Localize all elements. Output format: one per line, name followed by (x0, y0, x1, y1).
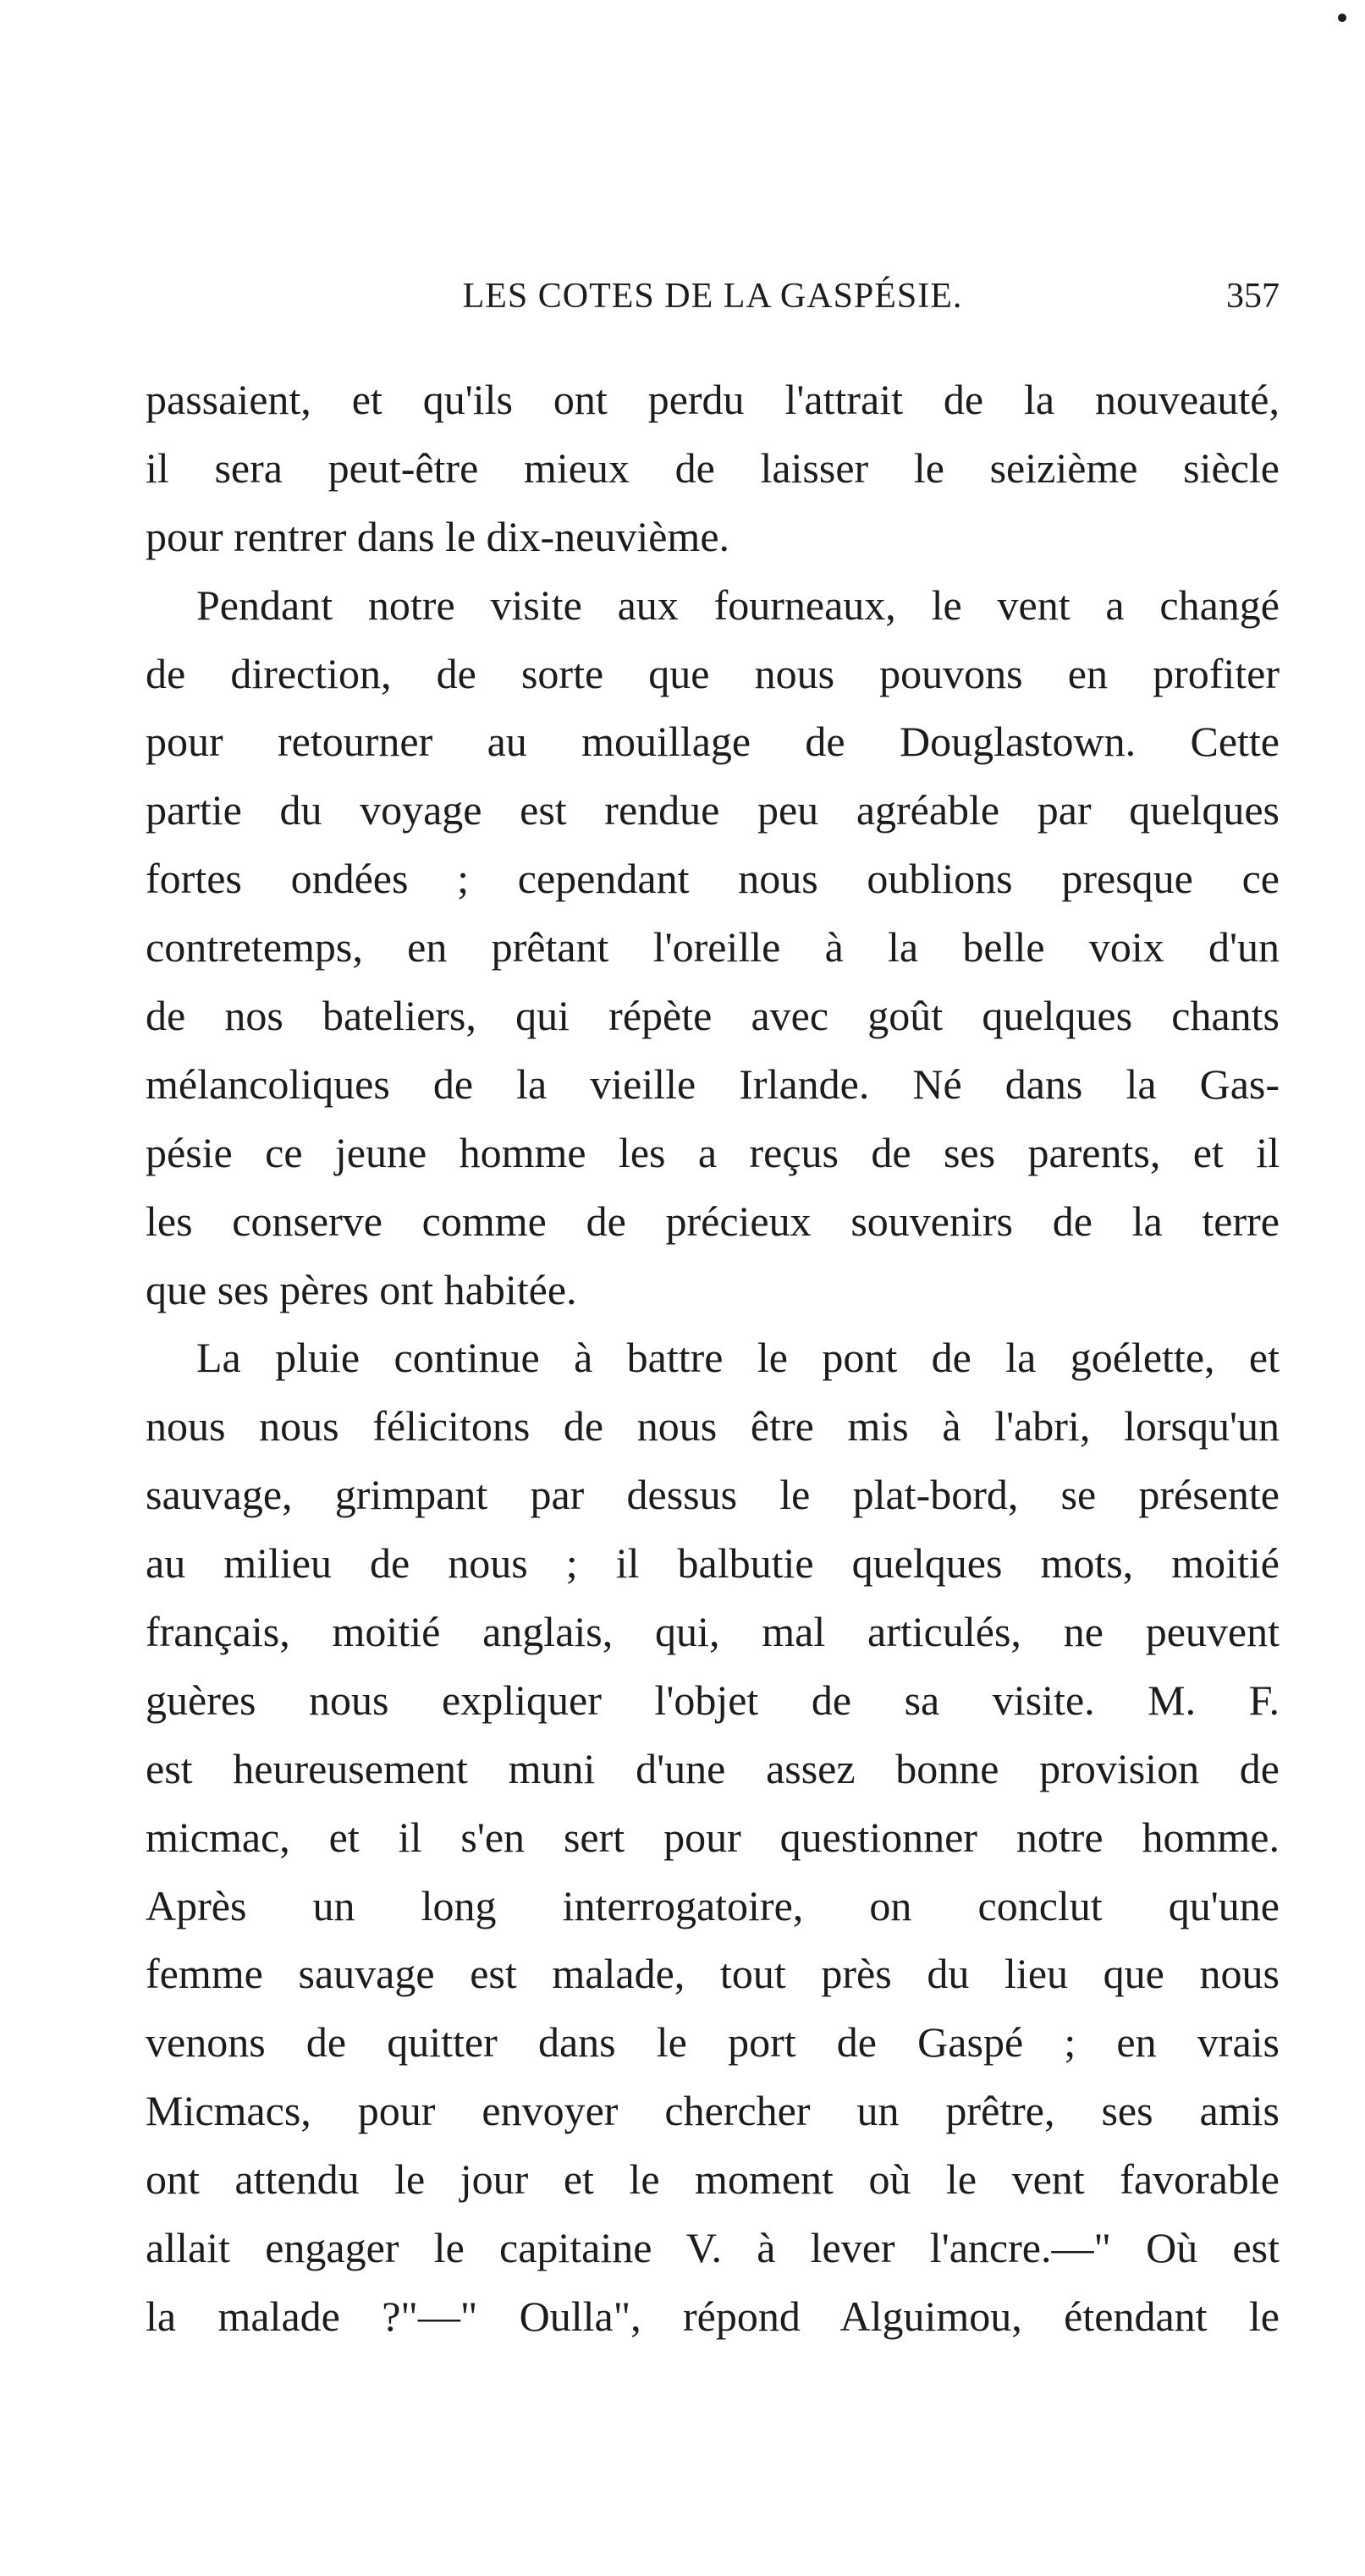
text-line: est heureusement muni d'une assez bonne provision de (146, 1744, 1280, 1792)
text-line: venons de quitter dans le port de Gaspé ; en vrais (146, 2018, 1280, 2067)
text-line: passaient, et qu'ils ont perdu l'attrait de la nouveauté, (146, 376, 1280, 423)
text-line: Micmacs, pour envoyer chercher un prêtre, ses amis (146, 2087, 1280, 2135)
text-line: mélancoliques de la vieille Irlande. Né dans la Gas- (146, 1060, 1280, 1108)
page-number: 357 (1226, 277, 1280, 316)
text-line: de direction, de sorte que nous pouvons en profiter (146, 649, 1280, 697)
text-line: micmac, et il s'en sert pour questionner notre homme. (146, 1813, 1280, 1861)
text-line: femme sauvage est malade, tout près du lieu que nous (146, 1950, 1280, 1998)
text-line: Pendant notre visite aux fourneaux, le vent a changé (196, 581, 1280, 629)
text-line: nous nous félicitons de nous être mis à l'abri, lorsqu'un (146, 1402, 1280, 1450)
text-line: pour retourner au mouillage de Douglastown. Cette (146, 718, 1280, 766)
text-line: au milieu de nous ; il balbutie quelques mots, moitié (146, 1539, 1280, 1588)
text-line: Après un long interrogatoire, on conclut qu'une (146, 1881, 1280, 1929)
text-line: allait engager le capitaine V. à lever l'ancre.—" Où est (146, 2224, 1280, 2272)
body-text (146, 366, 1280, 2351)
running-title: LES COTES DE LA GASPÉSIE. (462, 277, 963, 316)
running-head (146, 272, 1280, 320)
text-line: français, moitié anglais, qui, mal articulés, ne peuvent (146, 1608, 1280, 1656)
text-line: de nos bateliers, qui répète avec goût quelques chants (146, 992, 1280, 1040)
text-line: sauvage, grimpant par dessus le plat-bord, se présente (146, 1471, 1280, 1519)
text-line: pour rentrer dans le dix-neuvième. (146, 512, 730, 560)
text-line: que ses pères ont habitée. (146, 1265, 577, 1313)
text-line: il sera peut-être mieux de laisser le seizième siècle (146, 443, 1280, 492)
text-line: fortes ondées ; cependant nous oublions presque ce (146, 855, 1280, 903)
text-line: ont attendu le jour et le moment où le vent favorable (146, 2155, 1280, 2204)
text-line: les conserve comme de précieux souvenirs de la terre (146, 1197, 1280, 1245)
text-line: partie du voyage est rendue peu agréable par quelques (146, 786, 1280, 834)
text-line: guères nous expliquer l'objet de sa visite. M. F. (146, 1676, 1280, 1724)
print-speck (1338, 14, 1346, 22)
text-line: La pluie continue à battre le pont de la goélette, et (196, 1334, 1280, 1382)
text-line: contretemps, en prêtant l'oreille à la belle voix d'un (146, 923, 1280, 972)
text-line: la malade ?"—" Oulla", répond Alguimou, étendant le (146, 2292, 1280, 2340)
text-line: pésie ce jeune homme les a reçus de ses parents, et il (146, 1128, 1280, 1176)
